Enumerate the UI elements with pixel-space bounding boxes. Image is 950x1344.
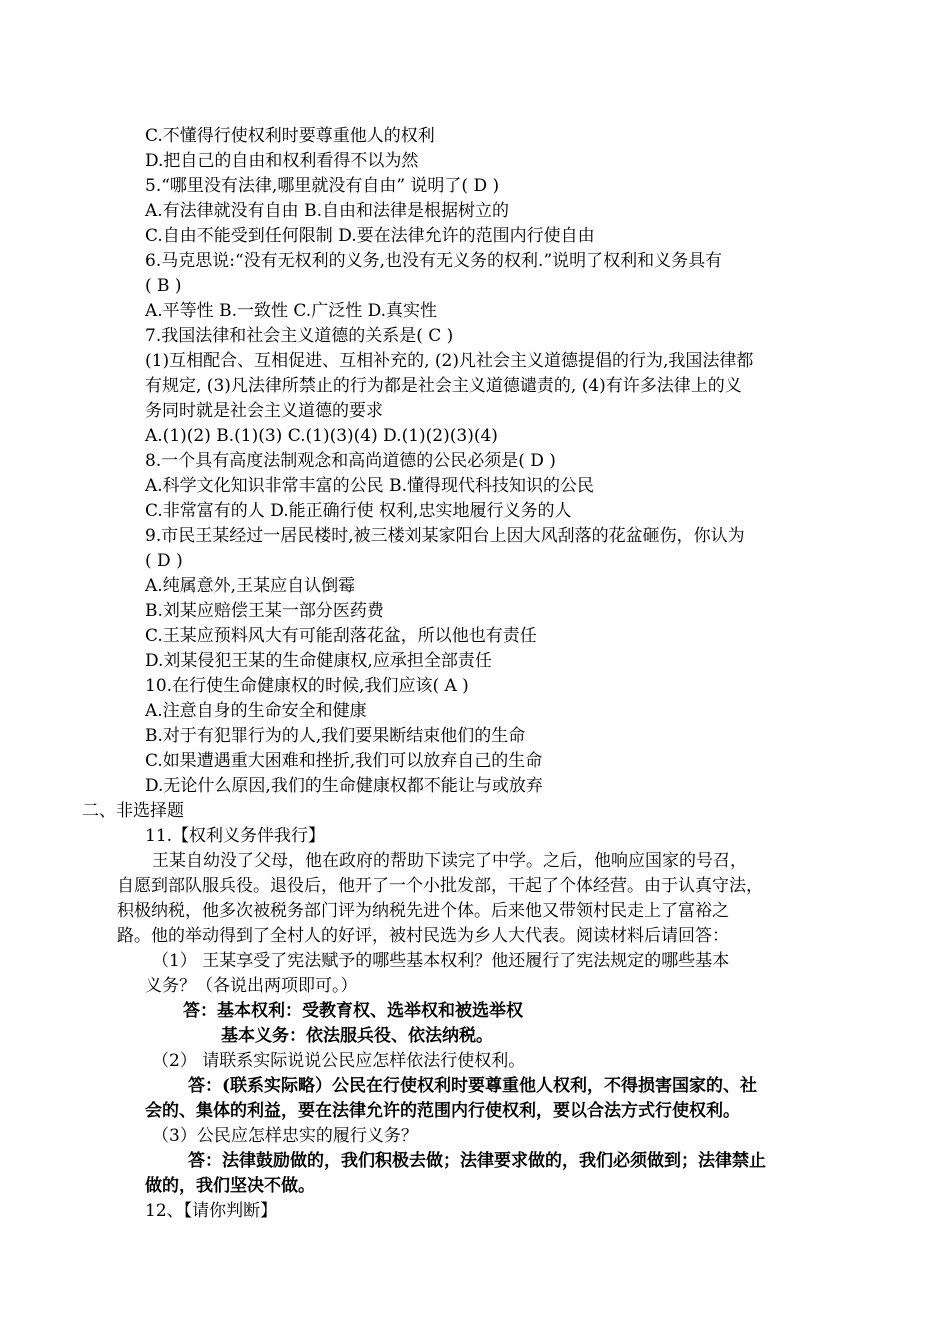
q10-option-c: C.如果遭遇重大困难和挫折,我们可以放弃自己的生命 [145,751,543,771]
q7-options: A.(1)(2) B.(1)(3) C.(1)(3)(4) D.(1)(2)(3)(4) [145,426,498,446]
q8-options-cd: C.非常富有的人 D.能正确行使 权利,忠实地履行义务的人 [145,501,572,521]
q11-material-line-2: 自愿到部队服兵役。退役后，他开了一个小批发部，干起了个体经营。由于认真守法， [117,876,763,896]
question-9: 9.市民王某经过一居民楼时,被三楼刘某家阳台上因大风刮落的花盆砸伤，你认为 [145,526,745,546]
q11-sub1-answer-duties: 基本义务：依法服兵役、依法纳税。 [221,1026,493,1046]
question-7: 7.我国法律和社会主义道德的关系是( C ) [145,326,454,346]
question-6-answer: ( B ) [145,276,182,296]
q11-material-line-1: 王某自幼没了父母，他在政府的帮助下读完了中学。之后，他响应国家的号召， [152,851,747,871]
q6-options: A.平等性 B.一致性 C.广泛性 D.真实性 [145,301,438,321]
q7-statements-line-3: 务同时就是社会主义道德的要求 [145,401,383,421]
q11-sub3-answer-line-1: 答：法律鼓励做的，我们积极去做；法律要求做的，我们必须做到；法律禁止 [188,1151,766,1171]
option-c-line: C.不懂得行使权利时要尊重他人的权利 [145,126,435,146]
q11-sub1-line-1: （1） 王某享受了宪法赋予的哪些基本权利？他还履行了宪法规定的哪些基本 [152,951,730,971]
section-heading: 二、非选择题 [82,801,184,821]
q5-options-ab: A.有法律就没有自由 B.自由和法律是根据树立的 [145,201,509,221]
q11-sub1-answer-rights: 答：基本权利：受教育权、选举权和被选举权 [183,1001,523,1021]
q11-sub2: （2） 请联系实际说说公民应怎样依法行使权利。 [152,1051,526,1071]
q9-option-b: B.刘某应赔偿王某一部分医药费 [145,601,384,621]
q11-sub2-answer-line-2: 会的、集体的利益，要在法律允许的范围内行使权利，要以合法方式行使权利。 [145,1101,740,1121]
q11-material-line-3: 积极纳税，他多次被税务部门评为纳税先进个体。后来他又带领村民走上了富裕之 [117,901,729,921]
question-6: 6.马克思说:“没有无权利的义务,也没有无义务的权利.”说明了权利和义务具有 [145,251,723,271]
q7-statements-line-1: (1)互相配合、互相促进、互相补充的, (2)凡社会主义道德提倡的行为,我国法律都 [145,351,754,371]
q11-sub3: （3）公民应怎样忠实的履行义务？ [152,1126,418,1146]
q11-sub3-answer-line-2: 做的，我们坚决不做。 [145,1176,315,1196]
q8-options-ab: A.科学文化知识非常丰富的公民 B.懂得现代科技知识的公民 [145,476,594,496]
question-5: 5.“哪里没有法律,哪里就没有自由” 说明了( D ) [145,176,500,196]
q5-options-cd: C.自由不能受到任何限制 D.要在法律允许的范围内行使自由 [145,226,595,246]
q10-option-a: A.注意自身的生命安全和健康 [145,701,367,721]
question-9-answer: ( D ) [145,551,183,571]
q11-material-line-4: 路。他的举动得到了全村人的好评，被村民选为乡人大代表。阅读材料后请回答： [117,926,729,946]
question-11-title: 11.【权利义务伴我行】 [145,826,326,846]
question-12-title: 12、【请你判断】 [145,1201,278,1221]
q9-option-c: C.王某应预料风大有可能刮落花盆，所以他也有责任 [145,626,537,646]
option-d-line: D.把自己的自由和权利看得不以为然 [145,151,419,171]
q9-option-d: D.刘某侵犯王某的生命健康权,应承担全部责任 [145,651,492,671]
question-10: 10.在行使生命健康权的时候,我们应该( A ) [145,676,469,696]
q11-sub2-answer-line-1: 答：(联系实际略）公民在行使权利时要尊重他人权利，不得损害国家的、社 [188,1076,758,1096]
q10-option-d: D.无论什么原因,我们的生命健康权都不能让与或放弃 [145,776,543,796]
q10-option-b: B.对于有犯罪行为的人,我们要果断结束他们的生命 [145,726,526,746]
q9-option-a: A.纯属意外,王某应自认倒霉 [145,576,356,596]
q11-sub1-line-2: 义务？（各说出两项即可。） [145,976,358,996]
q7-statements-line-2: 有规定, (3)凡法律所禁止的行为都是社会主义道德谴责的, (4)有许多法律上的义 [145,376,742,396]
question-8: 8.一个具有高度法制观念和高尚道德的公民必须是( D ) [145,451,556,471]
